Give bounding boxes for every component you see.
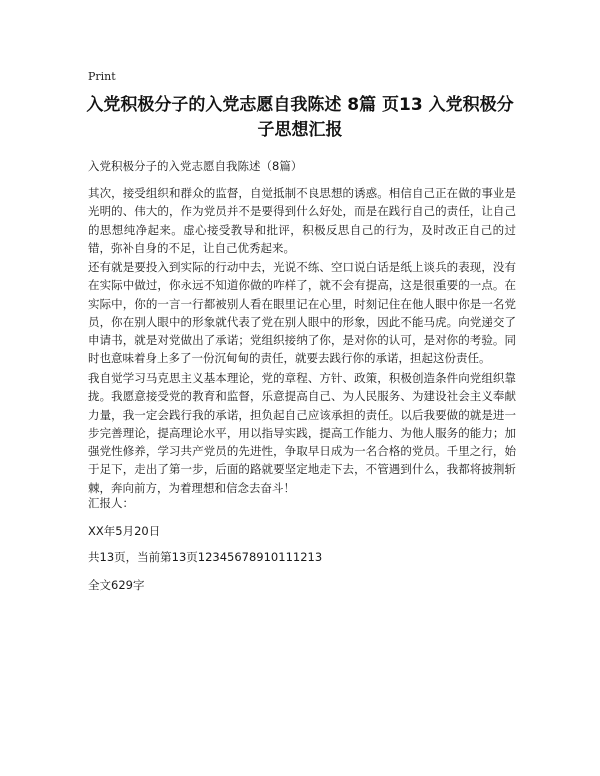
paragraph-3: 我自觉学习马克思主义基本理论，党的章程、方针、政策，积极创造条件向党组织靠拢。我愿意接受党的教育和监督，乐意提高自己、为人民服务、为建设社会主义奉献力量，我一定会践行我的承诺，担负起自己应该承担的责任。以后我要做的就是进一步完善理论，提高理论水平，用以指导实践，提高工作能力、为他人服务的能力；加强党性修养，学习共产党员的先进性，争取早日成为一名合格的党员。千里之行，始于足下，走出了第一步，后面的路就要坚定地走下去，不管遇到什么，我都将披荆斩棘，奔向前方，为着理想和信念去奋斗！	[88, 371, 516, 495]
word-count: 全文629字	[88, 578, 145, 592]
paragraph-1: 其次，接受组织和群众的监督，自觉抵制不良思想的诱惑。相信自己正在做的事业是光明的、伟大的，作为党员并不是要得到什么好处，而是在践行自己的责任，让自己的思想纯净起来。虚心接受教导和批评，积极反思自己的行为，及时改正自己的过错，弥补自身的不足，让自己优秀起来。	[88, 186, 516, 255]
reporter-label: 汇报人：	[88, 496, 134, 510]
print-link[interactable]: Print	[88, 70, 116, 83]
pagination-text: 共13页，当前第13页12345678910111213	[88, 550, 323, 564]
paragraph-2: 还有就是要投入到实际的行动中去，光说不练、空口说白话是纸上谈兵的表现，没有在实际中做过，你永远不知道你做的咋样了，就不会有提高，这是很重要的一点。在实际中，你的一言一行都被别人看在眼里记在心里，时刻记住在他人眼中你是一名党员，你在别人眼中的形象就代表了党在别人眼中的形象，因此不能马虎。向党递交了申请书，就是对党做出了承诺；党组织接纳了你，是对你的认可，是对你的考验。同时也意味着身上多了一份沉甸甸的责任，就要去践行你的承诺，担起这份责任。	[88, 260, 516, 366]
report-date: XX年5月20日	[88, 524, 161, 538]
document-subtitle: 入党积极分子的入党志愿自我陈述（8篇）	[88, 159, 303, 173]
page-title: 入党积极分子的入党志愿自我陈述 8篇 页13 入党积极分子思想汇报	[86, 95, 514, 140]
